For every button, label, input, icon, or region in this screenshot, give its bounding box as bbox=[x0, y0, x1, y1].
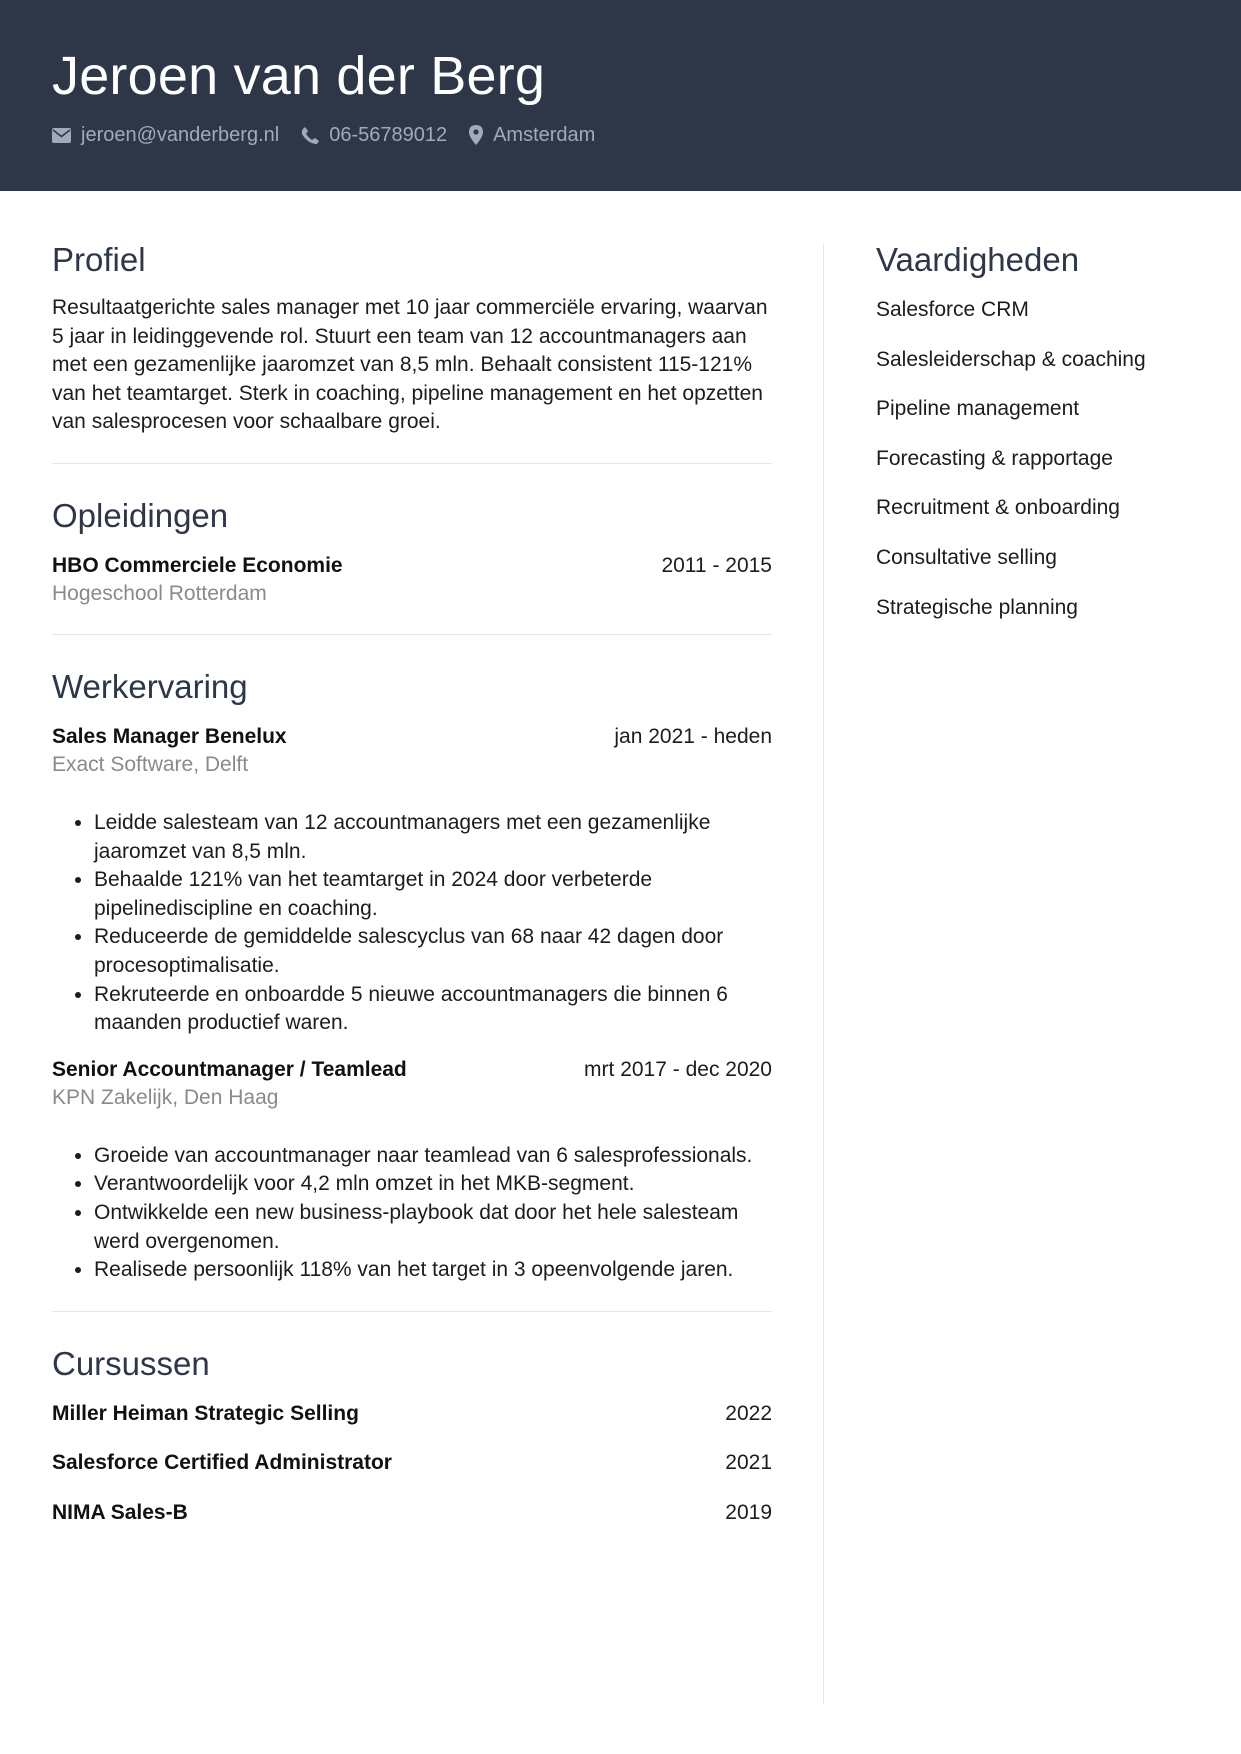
experience-heading: Werkervaring bbox=[52, 667, 248, 705]
list-item: • Ontwikkelde een new business-playbook dat door het hele salesteam werd overgenomen. bbox=[94, 1199, 772, 1256]
contact-phone[interactable] bbox=[301, 124, 447, 147]
course-year: 2022 bbox=[725, 1401, 772, 1425]
education-item bbox=[52, 552, 772, 608]
experience-item bbox=[52, 723, 772, 1038]
skills-section bbox=[876, 238, 1206, 622]
list-item: • Reduceerde de gemiddelde salescyclus van 68 naar 42 dagen door procesoptimalisatie. bbox=[94, 923, 772, 980]
section-divider bbox=[52, 634, 772, 635]
job-bullets bbox=[52, 1142, 772, 1285]
main-column bbox=[52, 238, 772, 1527]
email-text: jeroen@vanderberg.nl bbox=[81, 123, 280, 146]
phone-icon bbox=[301, 126, 319, 145]
profile-section bbox=[52, 238, 772, 437]
contact-email[interactable] bbox=[52, 124, 279, 147]
contact-location bbox=[469, 124, 595, 147]
job-dates: jan 2021 - heden bbox=[614, 724, 772, 748]
course-item bbox=[52, 1449, 772, 1477]
course-title: Salesforce Certified Administrator bbox=[52, 1451, 392, 1475]
candidate-name: Jeroen van der Berg bbox=[52, 46, 546, 106]
skills-list bbox=[876, 296, 1206, 622]
profile-text: Resultaatgerichte sales manager met 10 jaar commerciële ervaring, waarvan 5 jaar in leidinggevende rol. Stuurt een team van 12 accountmanagers aan met een gezamenlijke jaaromzet van 8,5 mln. Behaalt consistent 115-121% van het teamtarget. Sterk in coaching, pipeline management en het opzetten van salesprocesen voor schaalbare groei. bbox=[52, 296, 768, 434]
profile-heading: Profiel bbox=[52, 241, 146, 278]
course-title: NIMA Sales-B bbox=[52, 1500, 188, 1524]
contact-info bbox=[52, 122, 595, 148]
courses-section bbox=[52, 1342, 772, 1527]
list-item: • Realisede persoonlijk 118% van het target in 3 opeenvolgende jaren. bbox=[94, 1256, 772, 1285]
courses-heading: Cursussen bbox=[52, 1344, 210, 1382]
education-title: HBO Commerciele Economie bbox=[52, 553, 343, 577]
skills-heading: Vaardigheden bbox=[876, 241, 1080, 278]
job-dates: mrt 2017 - dec 2020 bbox=[584, 1057, 772, 1081]
course-item bbox=[52, 1499, 772, 1527]
job-company: KPN Zakelijk, Den Haag bbox=[52, 1085, 279, 1109]
experience-section bbox=[52, 665, 772, 1285]
sidebar-column bbox=[876, 238, 1206, 643]
header-banner bbox=[0, 0, 1241, 191]
job-title: Senior Accountmanager / Teamlead bbox=[52, 1057, 407, 1081]
job-company: Exact Software, Delft bbox=[52, 752, 249, 776]
phone-text: 06-56789012 bbox=[329, 123, 448, 146]
skill-item: Strategische planning bbox=[876, 595, 1078, 619]
list-item: • Verantwoordelijk voor 4,2 mln omzet in het MKB-segment. bbox=[94, 1170, 772, 1199]
skill-item: Forecasting & rapportage bbox=[876, 446, 1113, 470]
skill-item: Salesforce CRM bbox=[876, 298, 1029, 321]
section-divider bbox=[52, 463, 772, 464]
list-item: • Leidde salesteam van 12 accountmanagers met een gezamenlijke jaaromzet van 8,5 mln. bbox=[94, 809, 772, 866]
list-item: • Behaalde 121% van het teamtarget in 2024 door verbeterde pipelinediscipline en coaching. bbox=[94, 866, 772, 923]
skill-item: Salesleiderschap & coaching bbox=[876, 347, 1146, 371]
location-text: Amsterdam bbox=[493, 123, 596, 146]
courses-list bbox=[52, 1400, 772, 1527]
skill-item: Consultative selling bbox=[876, 545, 1057, 569]
envelope-icon bbox=[52, 128, 71, 143]
education-dates: 2011 - 2015 bbox=[661, 553, 772, 577]
course-item bbox=[52, 1400, 772, 1428]
list-item: • Rekruteerde en onboardde 5 nieuwe accountmanagers die binnen 6 maanden productief waren. bbox=[94, 981, 772, 1038]
course-title: Miller Heiman Strategic Selling bbox=[52, 1401, 359, 1425]
skill-item: Recruitment & onboarding bbox=[876, 496, 1120, 520]
list-item: • Groeide van accountmanager naar teamlead van 6 salesprofessionals. bbox=[94, 1142, 772, 1171]
job-title: Sales Manager Benelux bbox=[52, 724, 287, 748]
skill-item: Pipeline management bbox=[876, 397, 1080, 421]
column-divider bbox=[823, 244, 824, 1704]
course-year: 2019 bbox=[725, 1500, 772, 1524]
education-heading: Opleidingen bbox=[52, 496, 229, 534]
course-year: 2021 bbox=[725, 1451, 772, 1475]
education-institution: Hogeschool Rotterdam bbox=[52, 581, 267, 605]
map-pin-icon bbox=[469, 125, 483, 145]
job-bullets bbox=[52, 809, 772, 1038]
education-section bbox=[52, 494, 772, 608]
section-divider bbox=[52, 1311, 772, 1312]
experience-item bbox=[52, 1056, 772, 1285]
